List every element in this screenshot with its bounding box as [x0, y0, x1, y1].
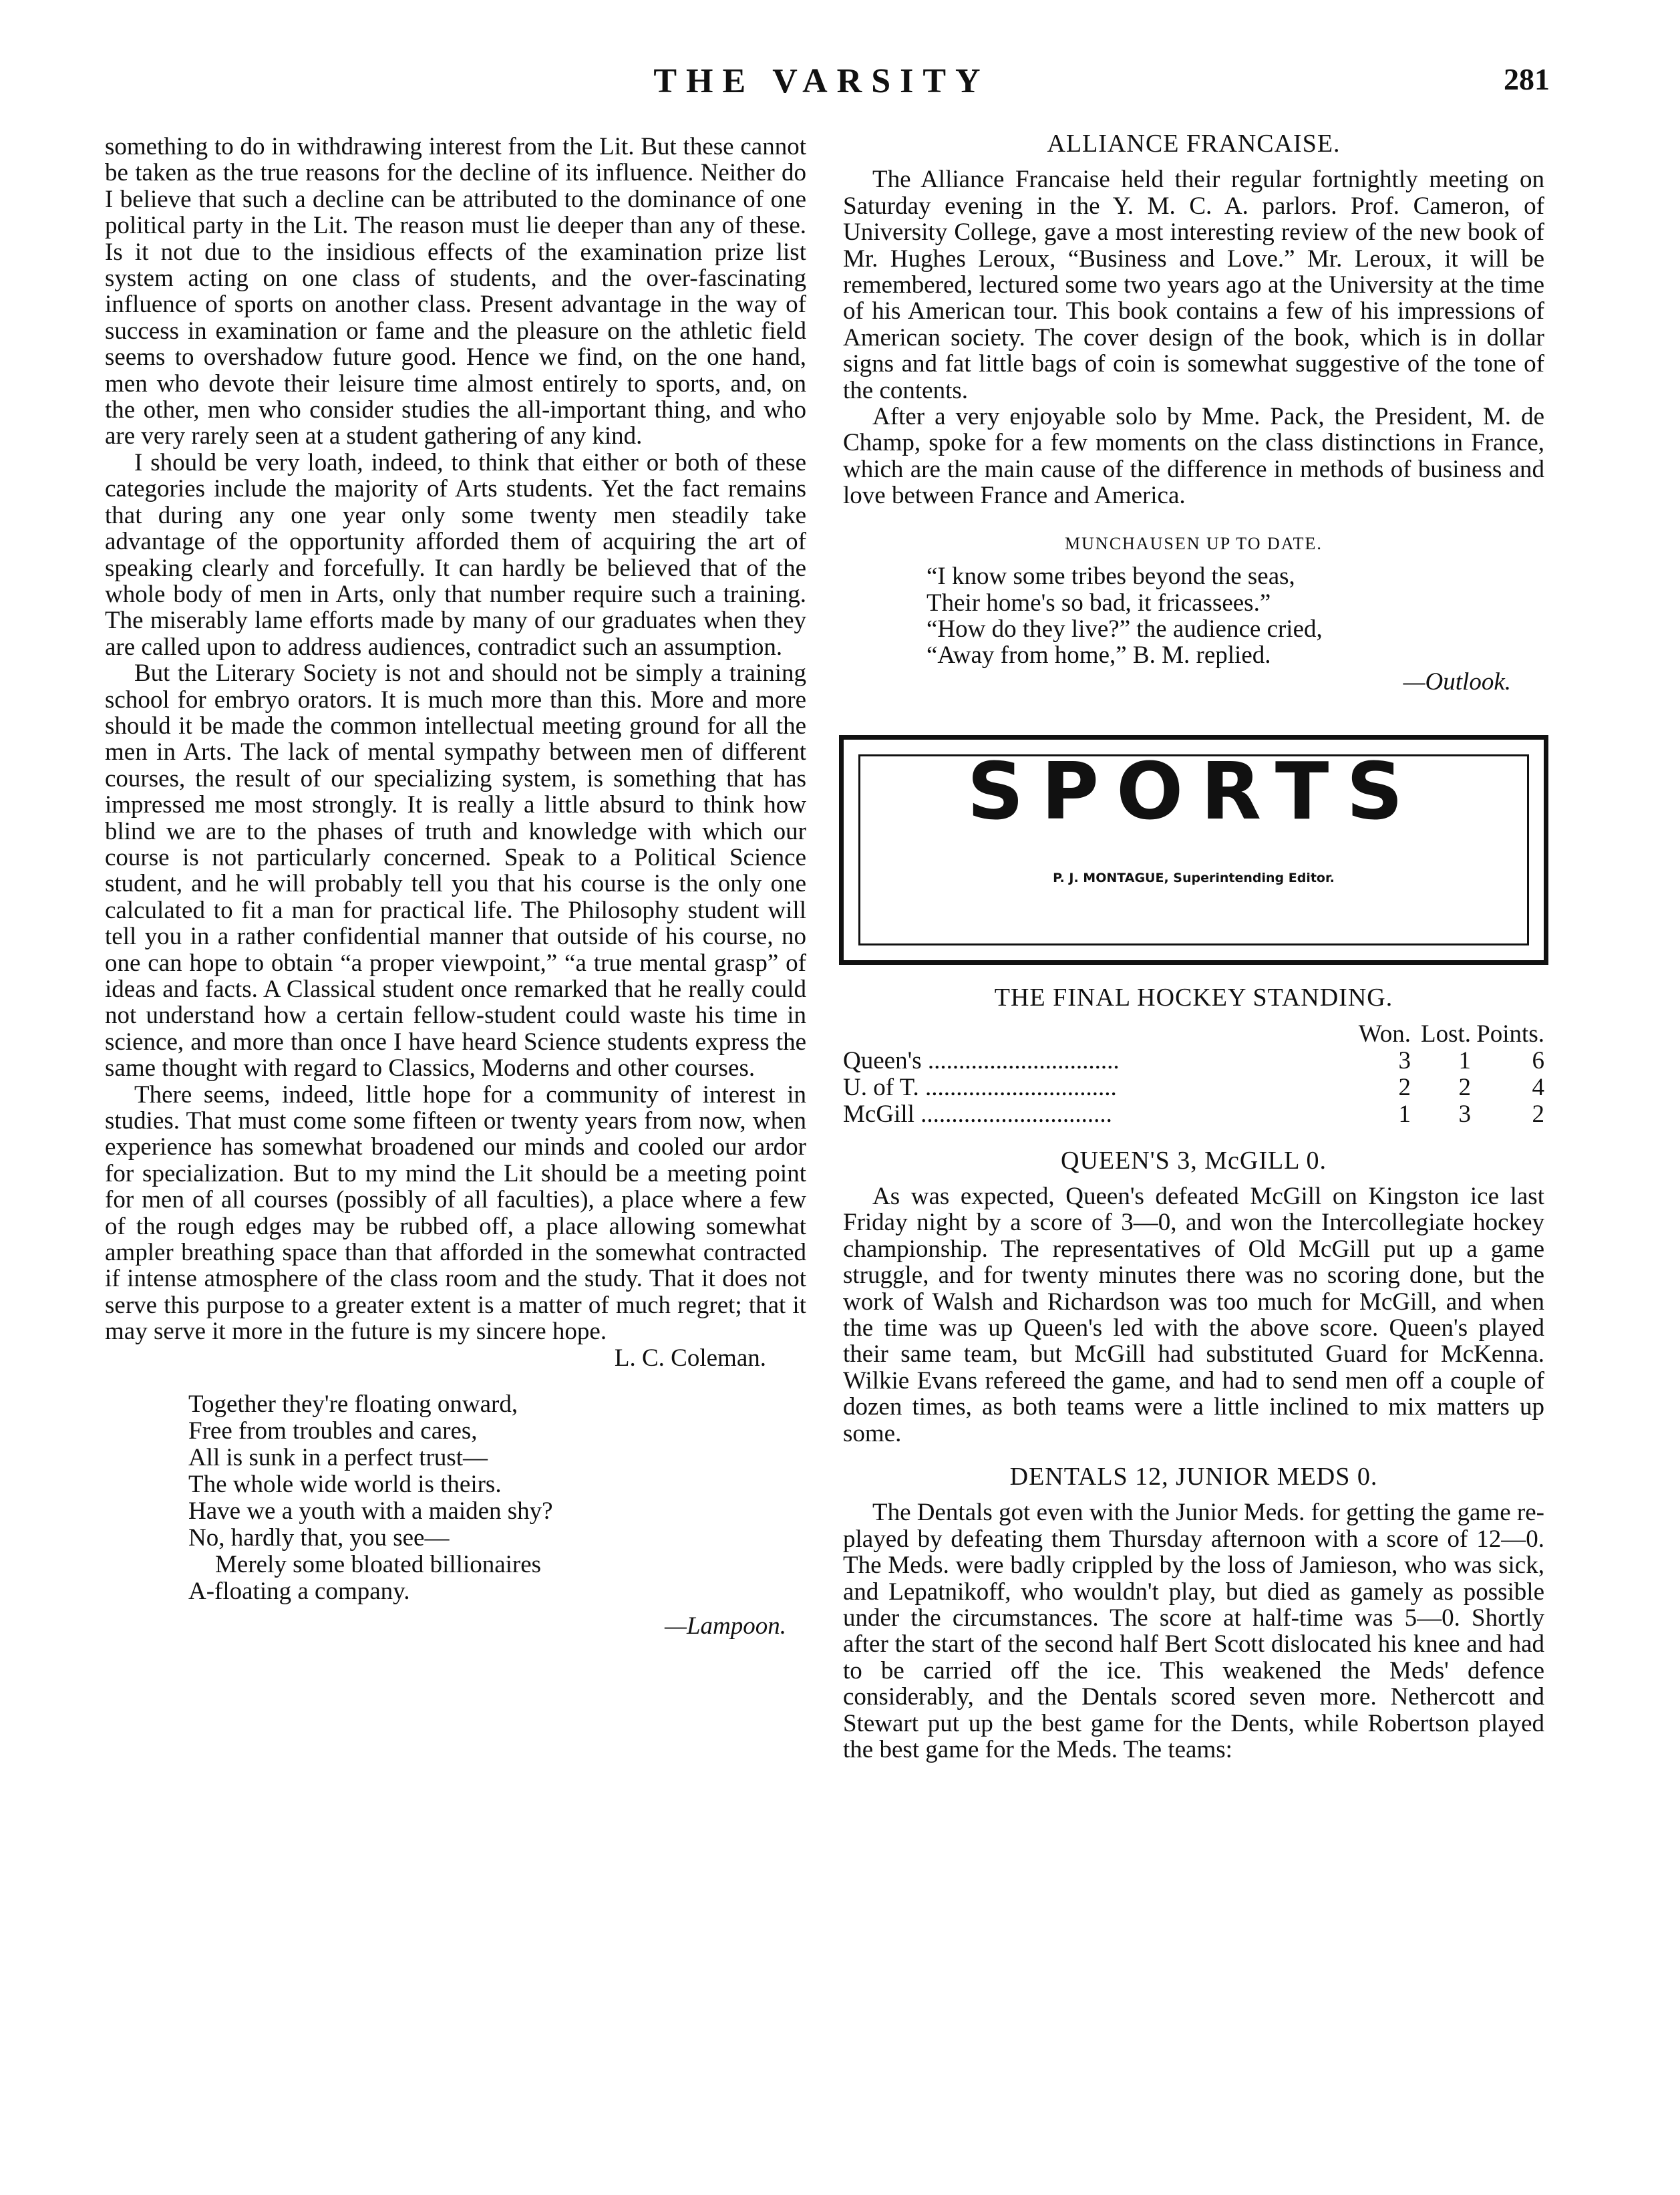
leader-dots: ...............................	[914, 1101, 1112, 1128]
article-paragraph: I should be very loath, indeed, to think that either or both of these categories include the majority of Arts students. Yet the fact remains that during any one year only some twenty men steadily take advantage of the opportunity afforded them of acquiring the art of speaking clearly and forcefully. It can hardly be believed that of the whole body of men in Arts, only that number require such a training. The miserably lame efforts made by many of our graduates when they are called upon to address audiences, contradict such an assumption.	[105, 448, 806, 661]
poem-line: All is sunk in a perfect trust—	[188, 1444, 488, 1472]
lost-cell: 1	[1458, 1046, 1471, 1074]
verse-line: “Away from home,” B. M. replied.	[927, 641, 1271, 670]
article-paragraph: something to do in withdrawing interest from the Lit. But these cannot be taken as the true reasons for the decline of its influence. Neither do I believe that such a decline can be attributed to the dominance of one political party in the Lit. The reason must lie deeper than any of these. Is it not due to the insidious effects of the examination prize list system acting on one class of students, and the over-fascinating influence of sports on another class. Present advantage in the way of success in examination or fame and the pleasure on the athletic field seems to overshadow future good. Hence we find, on the one hand, men who devote their leisure time almost entirely to sports, and, on the other, men who consider studies the all-important thing, and who are very rarely seen at a student gathering of any kind.	[105, 133, 806, 450]
column-header: Won.	[1358, 1020, 1411, 1048]
won-cell: 2	[1398, 1073, 1411, 1101]
team-name: Queen's	[843, 1047, 922, 1074]
section-heading: DENTALS 12, JUNIOR MEDS 0.	[1009, 1463, 1378, 1491]
article-paragraph: The Alliance Francaise held their regular fortnightly meeting on Saturday evening in the Y. M. C. A. parlors. Prof. Cameron, of University College, gave a most interesting review of the new book of Mr. Hughes Leroux, “Business and Love.” Mr. Leroux, it will be remembered, lectured some two years ago at the University at the time of his American tour. This book contains a few of his impressions of American society. The cover design of the book, which is in dollar signs and fat little bags of coin is somewhat suggestive of the tone of the contents.	[843, 166, 1544, 404]
table-row	[843, 1101, 1544, 1128]
section-heading: QUEEN'S 3, McGILL 0.	[1061, 1146, 1327, 1175]
poem-line: A-floating a company.	[188, 1578, 410, 1606]
points-cell: 2	[1532, 1100, 1544, 1128]
article-paragraph: There seems, indeed, little hope for a community of interest in studies. That must come some fifteen or twenty years from now, when experience has somewhat broadened our minds and cooled our ardor for specialization. But to my mind the Lit should be a meeting point for men of all courses (possibly of all faculties), a place where a few of the rough edges may be rubbed off, a place allowing somewhat ampler breathing space than that afforded in the somewhat contracted if intense atmosphere of the class room and the study. That it does not serve this purpose to a greater extent is a matter of much regret; that it may serve it more in the future is my sincere hope.	[105, 1080, 806, 1346]
sports-title: SPORTS	[967, 745, 1421, 838]
points-cell: 4	[1532, 1073, 1544, 1101]
verse-line: Their home's so bad, it fricassees.”	[927, 589, 1271, 617]
left-column	[105, 134, 806, 1640]
verse-line: “How do they live?” the audience cried,	[927, 615, 1323, 643]
team-column-header	[843, 1021, 1357, 1048]
article-paragraph: After a very enjoyable solo by Mme. Pack, the President, M. de Champ, spoke for a few moments on the class distinctions in France, which are the main cause of the difference in methods of business and love between France and America.	[843, 403, 1544, 510]
team-cell	[843, 1101, 1357, 1128]
poem-line: Free from troubles and cares,	[188, 1417, 478, 1445]
article-paragraph: The Dentals got even with the Junior Meds. for getting the game re-played by defeating them Thursday afternoon with a score of 12—0. The Meds. were badly crippled by the loss of Jamieson, who was sick, and Lepatnikoff, who wouldn't play, but died as gamely as possible under the circumstances. The score at half-time was 5—0. Shortly after the start of the second half Bert Scott dislocated his knee and had to be carried off the ice. This weakened the Meds' defence considerably, and the Dentals scored seven more. Nethercott and Stewart put up the best game for the Dents, while Robertson played the best game for the Meds. The teams:	[843, 1499, 1544, 1764]
column-header: Lost.	[1420, 1020, 1471, 1048]
verse-line: “I know some tribes beyond the seas,	[927, 563, 1295, 591]
running-head	[94, 61, 1550, 108]
masthead: THE VARSITY	[653, 62, 990, 100]
sports-banner	[839, 735, 1548, 965]
verse-heading: MUNCHAUSEN UP TO DATE.	[1065, 533, 1323, 553]
sports-editor-credit: P. J. MONTAGUE, Superintending Editor.	[1053, 871, 1335, 886]
poem-line: No, hardly that, you see—	[188, 1524, 450, 1552]
team-name: McGill	[843, 1101, 914, 1128]
section-heading: ALLIANCE FRANCAISE.	[1047, 130, 1341, 158]
article-paragraph: As was expected, Queen's defeated McGill on Kingston ice last Friday night by a score of 3—0, and won the Intercollegiate hockey championship. The representatives of Old McGill put up a game struggle, and for twenty minutes there was no scoring done, but the work of Walsh and Richardson was too much for McGill, and when the time was up Queen's led with the above score. Queen's played their same team, but McGill had substituted Guard for McKenna. Wilkie Evans refereed the game, and had to send men off a couple of dozen times, as both teams were a little inclined to mix matters up some.	[843, 1182, 1544, 1447]
won-cell: 1	[1398, 1100, 1411, 1128]
article-paragraph: But the Literary Society is not and should not be simply a training school for embryo orators. It is much more than this. More and more should it be made the common intellectual meeting ground for all the men in Arts. The lack of mental sympathy between men of different courses, the result of our specializing system, is something that has impressed me most strongly. It is really a little absurd to think how blind we are to the phases of truth and knowledge with which our course is not particularly concerned. Speak to a Political Science student, and he will probably tell you that his course is the only one calculated to fit a man for practical life. The Philosophy student will tell you in a rather confidential manner that outside of his course, no one can hope to obtain “a proper viewpoint,” “a true mental grasp” of ideas and facts. A Classical student once remarked that he really could not understand how a certain fellow-student could waste his time in science, and more than once I have heard Science students express the same thought with regard to Classics, Moderns and other courses.	[105, 660, 806, 1082]
poem-line: Have we a youth with a maiden shy?	[188, 1497, 553, 1525]
poem-line: The whole wide world is theirs.	[188, 1471, 502, 1499]
table-row	[843, 1048, 1544, 1074]
right-column	[843, 130, 1544, 1764]
leader-dots: ...............................	[918, 1074, 1117, 1101]
team-cell	[843, 1048, 1357, 1074]
verse	[927, 563, 1544, 695]
team-cell	[843, 1074, 1357, 1101]
poem-line: Together they're floating onward,	[188, 1391, 518, 1419]
poem-attribution: —Lampoon.	[665, 1612, 786, 1640]
author-signature: L. C. Coleman.	[614, 1344, 766, 1372]
poem-line: Merely some bloated billionaires	[215, 1551, 542, 1579]
lost-cell: 3	[1458, 1100, 1471, 1128]
hockey-standing-table	[843, 1021, 1544, 1128]
lost-cell: 2	[1458, 1073, 1471, 1101]
team-name: U. of T.	[843, 1074, 919, 1101]
won-cell: 3	[1398, 1046, 1411, 1074]
table-header-row	[843, 1021, 1544, 1048]
page-number: 281	[1504, 62, 1550, 96]
section-heading: THE FINAL HOCKEY STANDING.	[994, 984, 1393, 1012]
leader-dots: ...............................	[921, 1047, 1120, 1074]
points-cell: 6	[1532, 1046, 1544, 1074]
table-row	[843, 1074, 1544, 1101]
verse-attribution: —Outlook.	[1403, 668, 1511, 696]
poem	[188, 1391, 806, 1640]
column-header: Points.	[1476, 1020, 1544, 1048]
